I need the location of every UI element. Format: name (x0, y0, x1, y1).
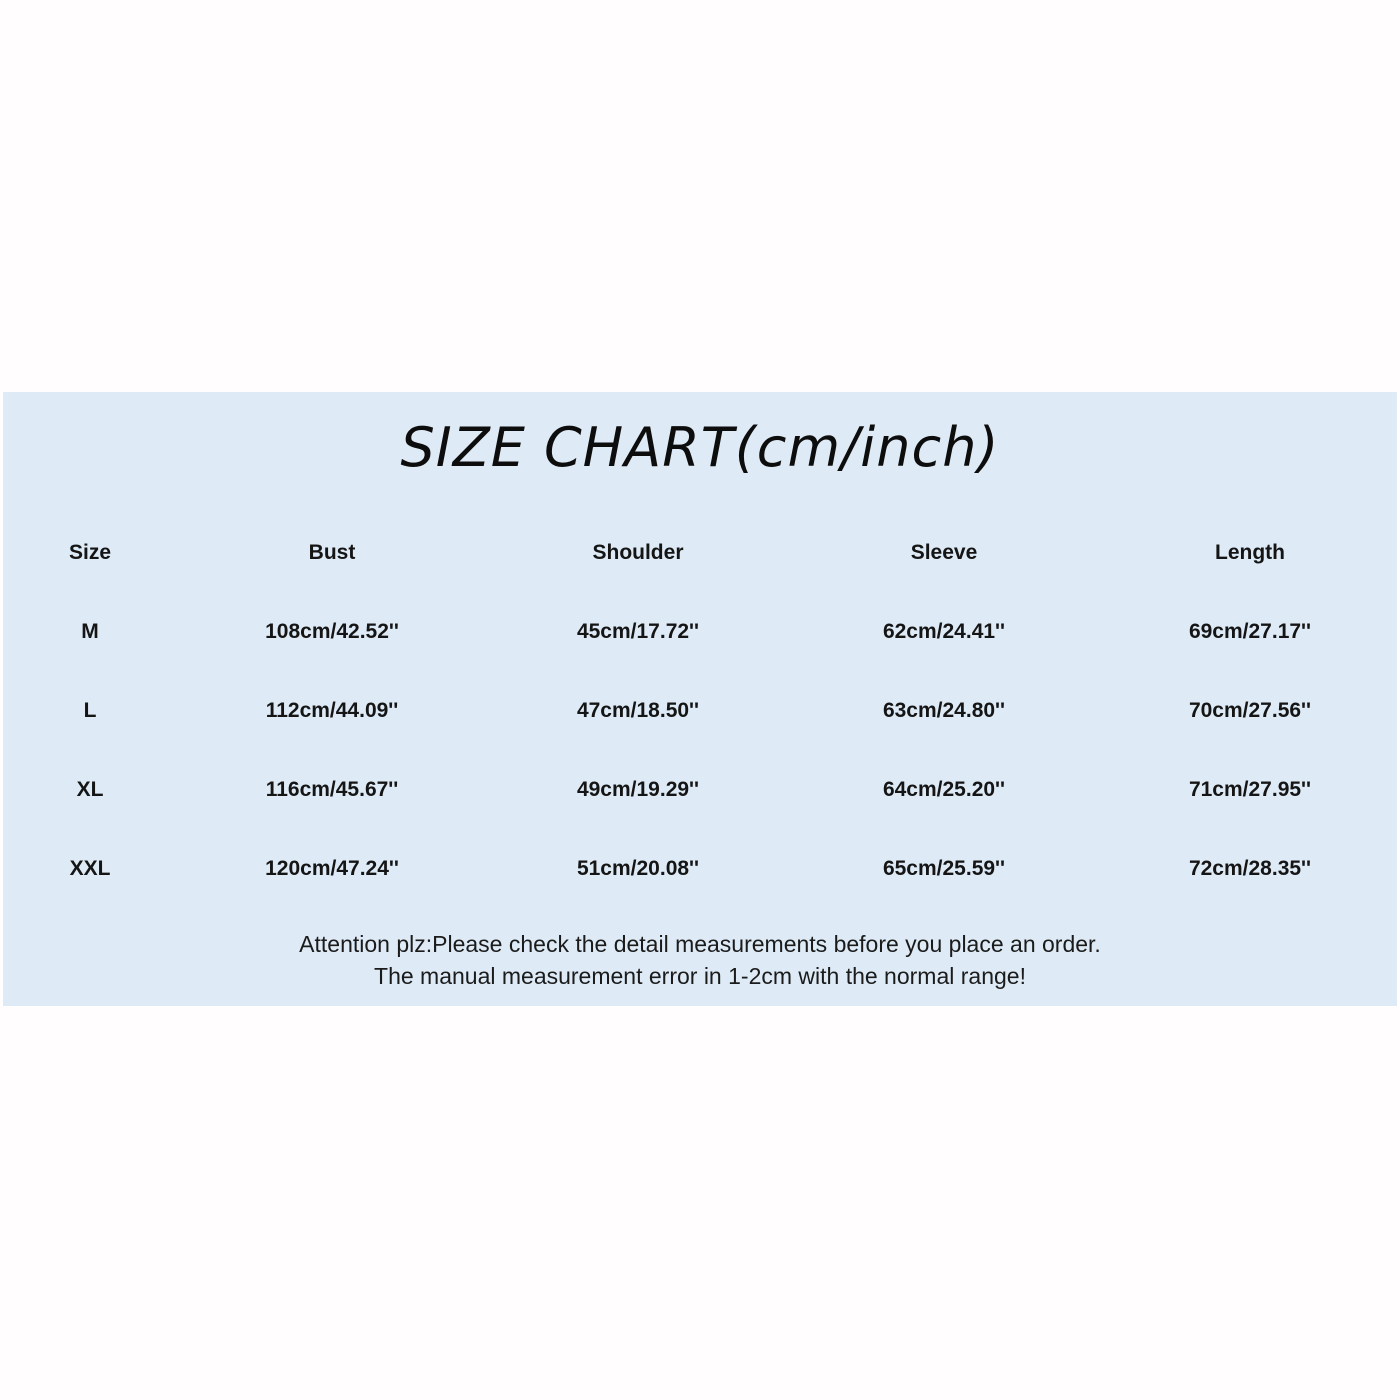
cell-sleeve: 63cm/24.80'' (882, 699, 1006, 722)
cell-bust: 112cm/44.09'' (265, 699, 399, 722)
cell-size: XXL (69, 857, 111, 880)
cell-length: 70cm/27.56'' (1188, 699, 1312, 722)
cell-size: M (81, 620, 99, 643)
cell-sleeve: 62cm/24.41'' (882, 620, 1006, 643)
cell-shoulder: 49cm/19.29'' (576, 778, 700, 801)
cell-size: XL (76, 778, 104, 801)
column-header-sleeve: Sleeve (910, 541, 978, 564)
cell-shoulder: 47cm/18.50'' (576, 699, 700, 722)
cell-length: 71cm/27.95'' (1188, 778, 1312, 801)
column-header-length: Length (1215, 541, 1285, 564)
cell-sleeve: 64cm/25.20'' (882, 778, 1006, 801)
measurement-error-note: The manual measurement error in 1-2cm with the normal range! (374, 963, 1026, 989)
cell-shoulder: 45cm/17.72'' (576, 620, 700, 643)
attention-note: Attention plz:Please check the detail measurements before you place an order. (299, 931, 1101, 957)
cell-shoulder: 51cm/20.08'' (576, 857, 700, 880)
cell-bust: 116cm/45.67'' (265, 778, 399, 801)
cell-sleeve: 65cm/25.59'' (882, 857, 1006, 880)
cell-length: 72cm/28.35'' (1188, 857, 1312, 880)
cell-size: L (83, 699, 97, 722)
cell-length: 69cm/27.17'' (1188, 620, 1312, 643)
column-header-size: Size (68, 541, 112, 564)
size-chart-title: SIZE CHART(cm/inch) (400, 416, 1000, 479)
cell-bust: 108cm/42.52'' (265, 620, 399, 643)
column-header-bust: Bust (308, 541, 356, 564)
column-header-shoulder: Shoulder (592, 541, 684, 564)
cell-bust: 120cm/47.24'' (265, 857, 399, 880)
